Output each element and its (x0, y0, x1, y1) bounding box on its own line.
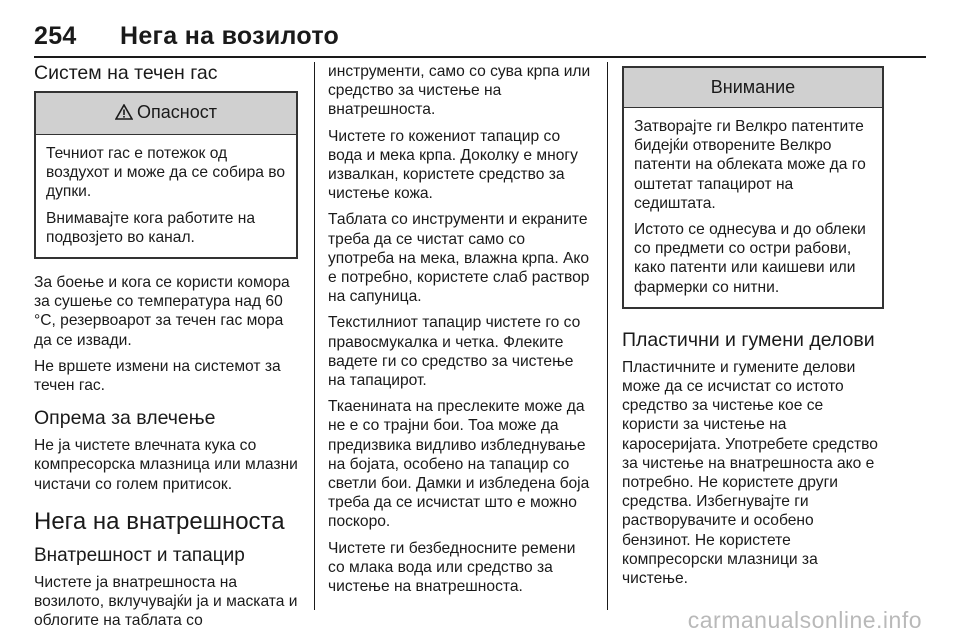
body-paragraph: Не ја чистете влечната кука со компресорска млазница или млазни чистачи со голем притисок. (34, 437, 298, 493)
interior-heading: Внатрешност и тапацир (34, 544, 245, 566)
caution-box-body (624, 108, 882, 307)
column-divider (314, 62, 315, 610)
body-paragraph: Не вршете измени на системот за течен гас. (34, 357, 281, 395)
body-paragraph: инструменти, само со сува крпа или средство за чистење на внатрешноста. (328, 63, 591, 119)
caution-paragraph: Затворајте ги Велкро патентите бидејќи отворените Велкро патенти на облеката може да го оштетат тапацирот на седиштата. (634, 118, 866, 212)
column-2 (328, 62, 592, 603)
page-number: 254 (34, 22, 77, 50)
warning-triangle-icon (115, 103, 133, 125)
section-title: Пластични и гумени делови (622, 328, 875, 351)
danger-box-body (36, 135, 296, 257)
caution-box-title: Внимание (624, 68, 882, 108)
danger-box (34, 91, 298, 259)
body-paragraph: Чистете ја внатрешноста на возилото, вклучувајќи ја и маската и облогите на таблата со (34, 573, 298, 630)
header-rule (34, 56, 926, 58)
body-paragraph: Текстилниот тапацир чистете го со правосмукалка и четка. Флеките вадете ги со средство за чистење на тапацирот. (328, 314, 581, 390)
column-3 (622, 62, 884, 595)
page-title: Нега на возилото (120, 22, 340, 50)
danger-box-title (36, 93, 296, 135)
body-paragraph: Чистете го кожениот тапацир со вода и мека крпа. Доколку е многу извалкан, користете средство за чистење кожа. (328, 127, 578, 203)
body-paragraph: За боење и кога се користи комора за сушење со температура над 60 °C, резервоарот за течен гас мора да се извади. (34, 274, 290, 349)
body-paragraph: Таблата со инструменти и екраните треба да се чистат само со употреба на мека, влажна крпа. Ако е потребно, користете слаб раствор на сапуница. (328, 211, 590, 306)
subsection-title: Опрема за влечење (34, 407, 216, 430)
section-title: Систем на течен гас (34, 62, 218, 84)
page-header (34, 22, 339, 51)
body-paragraph: Ткаенината на преслеките може да не е со трајни бои. Тоа може да предизвика видливо избледнување на бојата, особено на тапацир со светли бои. Дамки и избледена боја треба да се исчистат што е можно поскоро. (328, 398, 590, 531)
body-paragraph: Пластичните и гумените делови може да се исчистат со истото средство за чистење кое се користи за чистење на каросеријата. Употребете средство за чистење на внатрешноста ако е потребно. Не користете други средства. Избегнувајте ги растворувачите и особено бензинот. Не користете компресорски млазници за чистење. (622, 358, 878, 588)
main-heading: Нега на внатрешноста (34, 507, 285, 535)
danger-box-label: Опасност (137, 102, 217, 122)
danger-paragraph: Течниот гас е потежок од воздухот и може да се собира во дупки. (46, 145, 286, 201)
column-divider (607, 62, 608, 610)
column-1 (34, 62, 298, 637)
caution-box (622, 66, 884, 309)
caution-paragraph: Истото се однесува и до облеки со предмети со остри рабови, како патенти или каишеви или фармерки со нитни. (634, 221, 866, 296)
danger-paragraph: Внимавајте кога работите на подвозјето во канал. (46, 209, 256, 246)
body-paragraph: Чистете ги безбедносните ремени со млака вода или средство за чистење на внатрешноста. (328, 539, 576, 596)
watermark: carmanualsonline.info (687, 607, 922, 633)
